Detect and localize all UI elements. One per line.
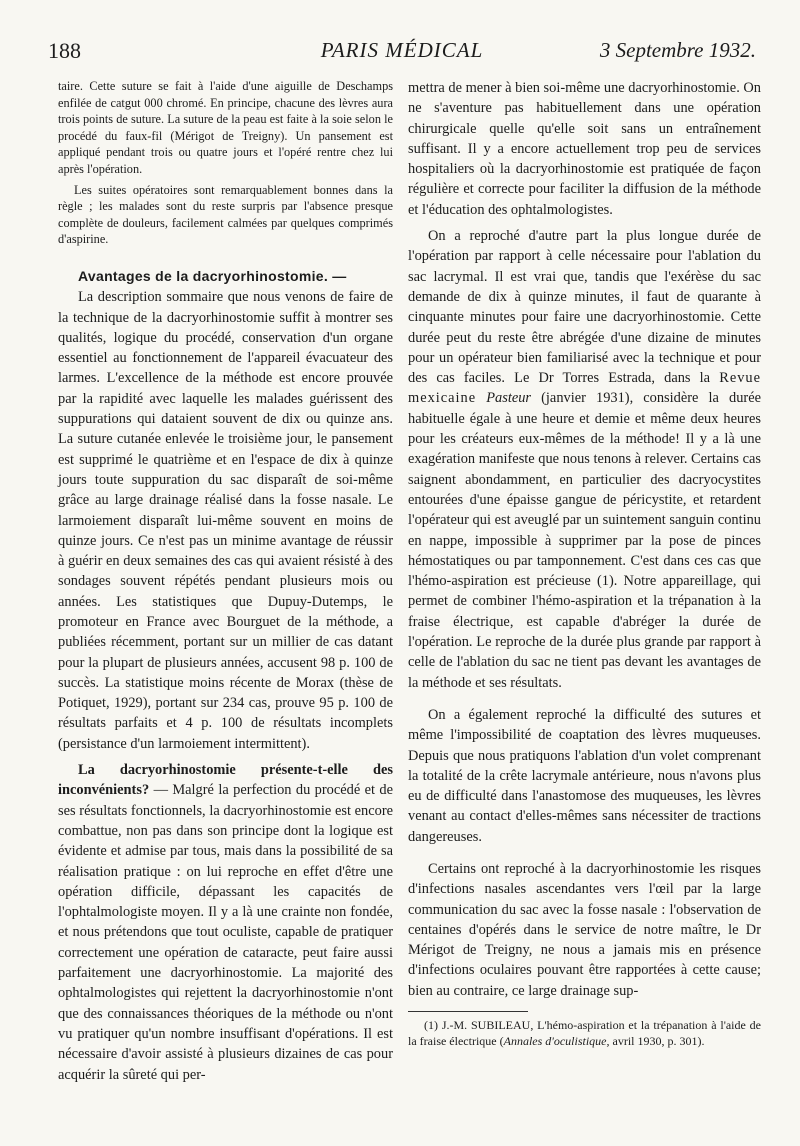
duration-text-b: (janvier 1931), considère la durée habituelle égale à une heure et demie et même deux heures pour les créateurs eux-mêmes de la méthode! Il y a là une exagération manifeste que nous tenons à relever. Certains cas saignent abondamment, en particulier des dacryocystites entourées d'une épaisse gangue de péricystite, et retardent l'opérateur qui est aveuglé par un suintement sanguin continu en nappe, impossible à supprimer par la pose de pinces hémostatiques ou par tamponnement. C'est dans ces cas que l'hémo-aspiration est précieuse (1). Notre appareillage, qui permet de combiner l'hémo-aspiration et la trépanation à la fraise électrique, est capable d'abréger la durée de l'opération. Le reproche de la durée plus grande par rapport à celle de l'ablation du sac ne tient pas devant les avantages de la méthode et ses résultats. <box>408 390 761 691</box>
journal-reference: Revue mexicaine <box>408 370 761 407</box>
advantages-paragraph: La description sommaire que nous venons de faire de la technique de la dacryorhinostomie suffit à montrer ses qualités, logique du procédé, conservation d'un organe essentiel au fonctionnement de l'appareil évacuateur des larmes. L'excellence de la méthode est encore prouvée par la rapidité avec laquelle les malades guérissent des suppurations qui dataient souvent de dix ou quinze ans. La suture cutanée enlevée le troisième jour, le pansement est supprimé le quatrième et en l'espace de dix à quinze jours toute suppuration du sac disparaît de soi-même grâce au large drainage réalisé dans la fosse nasale. Le larmoiement disparaît lui-même souvent en moins de quinze jours. Ce n'est pas un minime avantage de réussir à guérir en deux semaines des cas qui avaient résisté à des sondages souvent répétés pendant plusieurs mois ou années. Les statistiques que Dupuy-Dutemps, le promoteur en France avec Bourguet de la méthode, a publiées récemment, portant sur un millier de cas datant pour la plupart de plusieurs années, accusent 98 p. 100 de succès. La statistique moins récente de Morax (thèse de Potiquet, 1929), portant sur 234 cas, prouve 95 p. 100 de résultats parfaits et 4 p. 100 de résultats incomplets (persistance d'un larmoiement intermittent). <box>58 289 393 752</box>
journal-title: PARIS MÉDICAL <box>320 38 484 62</box>
inconvenients-text: — Malgré la perfection du procédé et de ses résultats fonctionnels, la dacryorhinostomie est encore combattue, non pas dans son principe dont la logique est évidente et admise par tous, mais dans la possibilité de sa réalisation pratique : on lui reproche en effet d'être une opération difficile, dépassant les capacités de l'ophtalmologiste moyen. Il y a là une crainte non fondée, et nous prétendons que tout oculiste, capable de pratiquer correctement une opération de cataracte, peut faire aussi parfaitement une dacryorhinostomie. La majorité des ophtalmologistes qui rejettent la dacryorhinostomie n'ont que des connaissances théoriques de la méthode ou n'ont vu pratiquer qu'un nombre insuffisant d'opérations. Il est nécessaire d'avoir assisté à plusieurs dizaines de cas pour acquérir la sûreté qui per- <box>58 782 393 1083</box>
footnote <box>408 1018 761 1049</box>
footnote-text-b: avril 1930, p. 301). <box>612 1033 705 1048</box>
sutures-paragraph: On a également reproché la difficulté des sutures et même l'impossibilité de coaptation des lèvres muqueuses. Depuis que nous pratiquons l'ablation d'un volet comprenant la totalité de la crête lacrymale antérieure, nous n'avons plus eu de difficulté dans l'anastomose des muqueuses, les lèvres venant au contact d'elles-mêmes sans nécessiter de tractions dangereuses. <box>408 706 761 845</box>
duration-paragraph <box>408 226 761 693</box>
pasteur-reference: Pasteur <box>486 390 532 407</box>
infections-paragraph: Certains ont reproché à la dacryorhinostomie les risques d'infections nasales ascendantes vers l'œil par la large communication du sac avec la fosse nasale : l'observation de centaines d'opérés dans le service de notre maître, le Dr Mérigot de Treigny, ne nous a jamais mis en présence d'infections oculaires pouvant être rapportées à cette cause; bien au contraire, ce large drainage sup- <box>408 860 761 999</box>
page-number: 188 <box>48 38 81 63</box>
section-advantages <box>58 266 393 287</box>
left-column <box>58 78 393 1085</box>
continuation-paragraph: mettra de mener à bien soi-même une dacryorhinostomie. On ne s'aventure pas habituellement dans une opération chirurgicale quelle qu'elle soit sans un entraînement suffisant. Il y a encore actuellement trop peu de services hospitaliers où la dacryorhinostomie est pratiquée de façon régulière et correcte pour faciliter la diffusion de la méthode et l'éducation des ophtalmologistes. <box>408 80 761 218</box>
duration-text-a: On a reproché d'autre part la plus longue durée de l'opération par rapport à celle nécessaire pour l'ablation du sac lacrymal. Il est vrai que, tandis que l'exérèse du sac demande de dix à quinze minutes, il faut de quarante à cinquante minutes pour faire une dacryorhinostomie. Cette durée peut du reste être abrégée d'une dizaine de minutes pour un opérateur bien familiarisé avec la technique et pour des cas faciles. Le Dr Torres Estrada, dans la <box>408 228 761 387</box>
inconvenients-paragraph <box>58 760 393 1085</box>
section-heading: Avantages de la dacryorhinostomie. — <box>78 267 347 284</box>
footnote-journal: Annales d'oculistique, <box>503 1033 610 1048</box>
inconvenients-heading: La dacryorhinostomie présente-t-elle des inconvénients? <box>58 762 393 799</box>
issue-date: 3 Septembre 1932. <box>599 38 756 62</box>
footnote-text-a: (1) J.-M. SUBILEAU, L'hémo-aspiration et la trépanation à l'aide de la fraise électrique ( <box>408 1018 761 1048</box>
running-header <box>48 38 756 70</box>
intro-paragraph-2: Les suites opératoires sont remarquablement bonnes dans la règle ; les malades sont du reste surpris par l'absence presque complète de douleurs, facilement calmées par quelques comprimés d'aspirine. <box>58 182 393 247</box>
footnote-divider <box>408 1011 528 1012</box>
right-column <box>408 78 761 1049</box>
intro-paragraph-1: taire. Cette suture se fait à l'aide d'une aiguille de Deschamps enfilée de catgut 000 chromé. En principe, chacune des lèvres aura trois points de suture. La suture de la peau est faite à la soie selon le procédé du faux-fil (Mérigot de Treigny). Un pansement est appliqué pendant trois ou quatre jours et l'opéré rentre chez lui après l'opération. <box>58 79 393 176</box>
